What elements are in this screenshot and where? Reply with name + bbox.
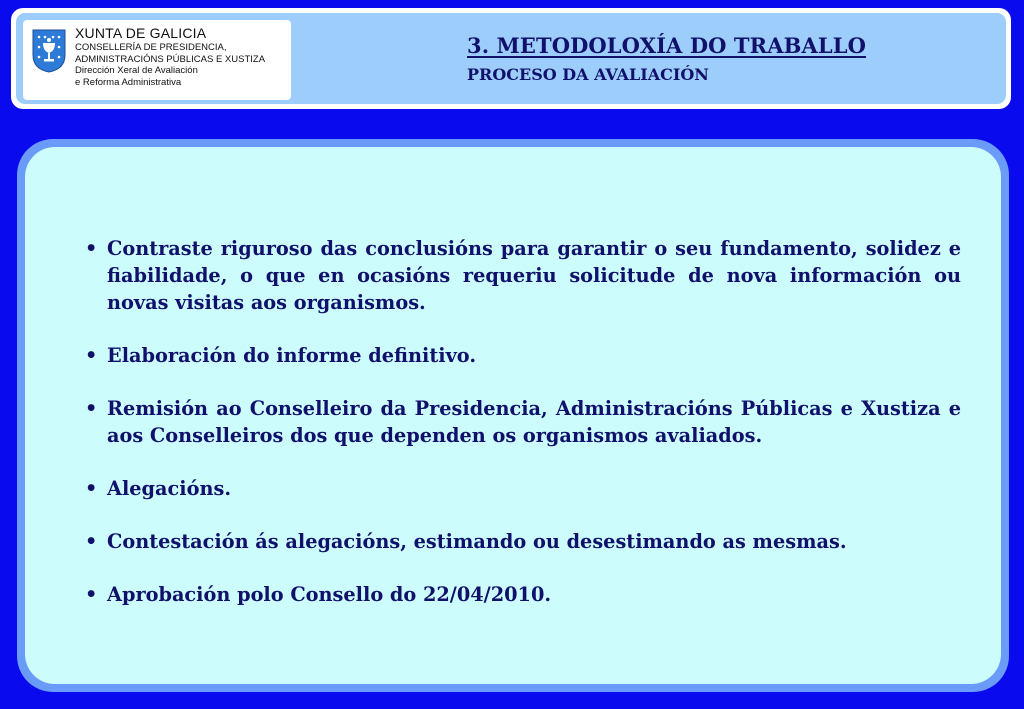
header-banner [11, 8, 1011, 109]
logo-line: Dirección Xeral de Avaliación [75, 65, 198, 76]
logo-line: CONSELLERÍA DE PRESIDENCIA, [75, 42, 227, 53]
logo-title: XUNTA DE GALICIA [75, 25, 207, 41]
logo-line: e Reforma Administrativa [75, 76, 182, 88]
bullet-item: • Contraste riguroso das conclusións para garantir o seu fundamento, solidez e fiabilidade, o que en ocasións requeriu solicitude de nova información ou novas visitas aos organismos. [83, 235, 961, 316]
bullet-item: • Remisión ao Conselleiro da Presidencia, Administracións Públicas e Xustiza e aos Conselleiros dos que dependen os organismos avaliados. [83, 395, 961, 449]
slide-subtitle: PROCESO DA AVALIACIÓN [467, 65, 709, 84]
bullet-item: • Alegacións. [83, 475, 961, 502]
slide-title: 3. METODOLOXÍA DO TRABALLO [467, 33, 866, 58]
galicia-coat-of-arms-icon [32, 29, 66, 73]
xunta-logo [23, 20, 291, 100]
bullet-item: • Elaboración do informe definitivo. [83, 342, 961, 369]
bullet-item: • Contestación ás alegacións, estimando ou desestimando as mesmas. [83, 528, 961, 555]
header-inner [16, 13, 1006, 104]
content-panel [17, 139, 1009, 692]
bullet-list [83, 235, 961, 634]
bullet-item: • Aprobación polo Consello do 22/04/2010. [83, 581, 961, 608]
logo-line: ADMINISTRACIÓNS PÚBLICAS E XUSTIZA [75, 53, 266, 65]
slide-titles [467, 35, 866, 84]
content-panel-inner [25, 147, 1001, 684]
logo-text [75, 26, 265, 87]
